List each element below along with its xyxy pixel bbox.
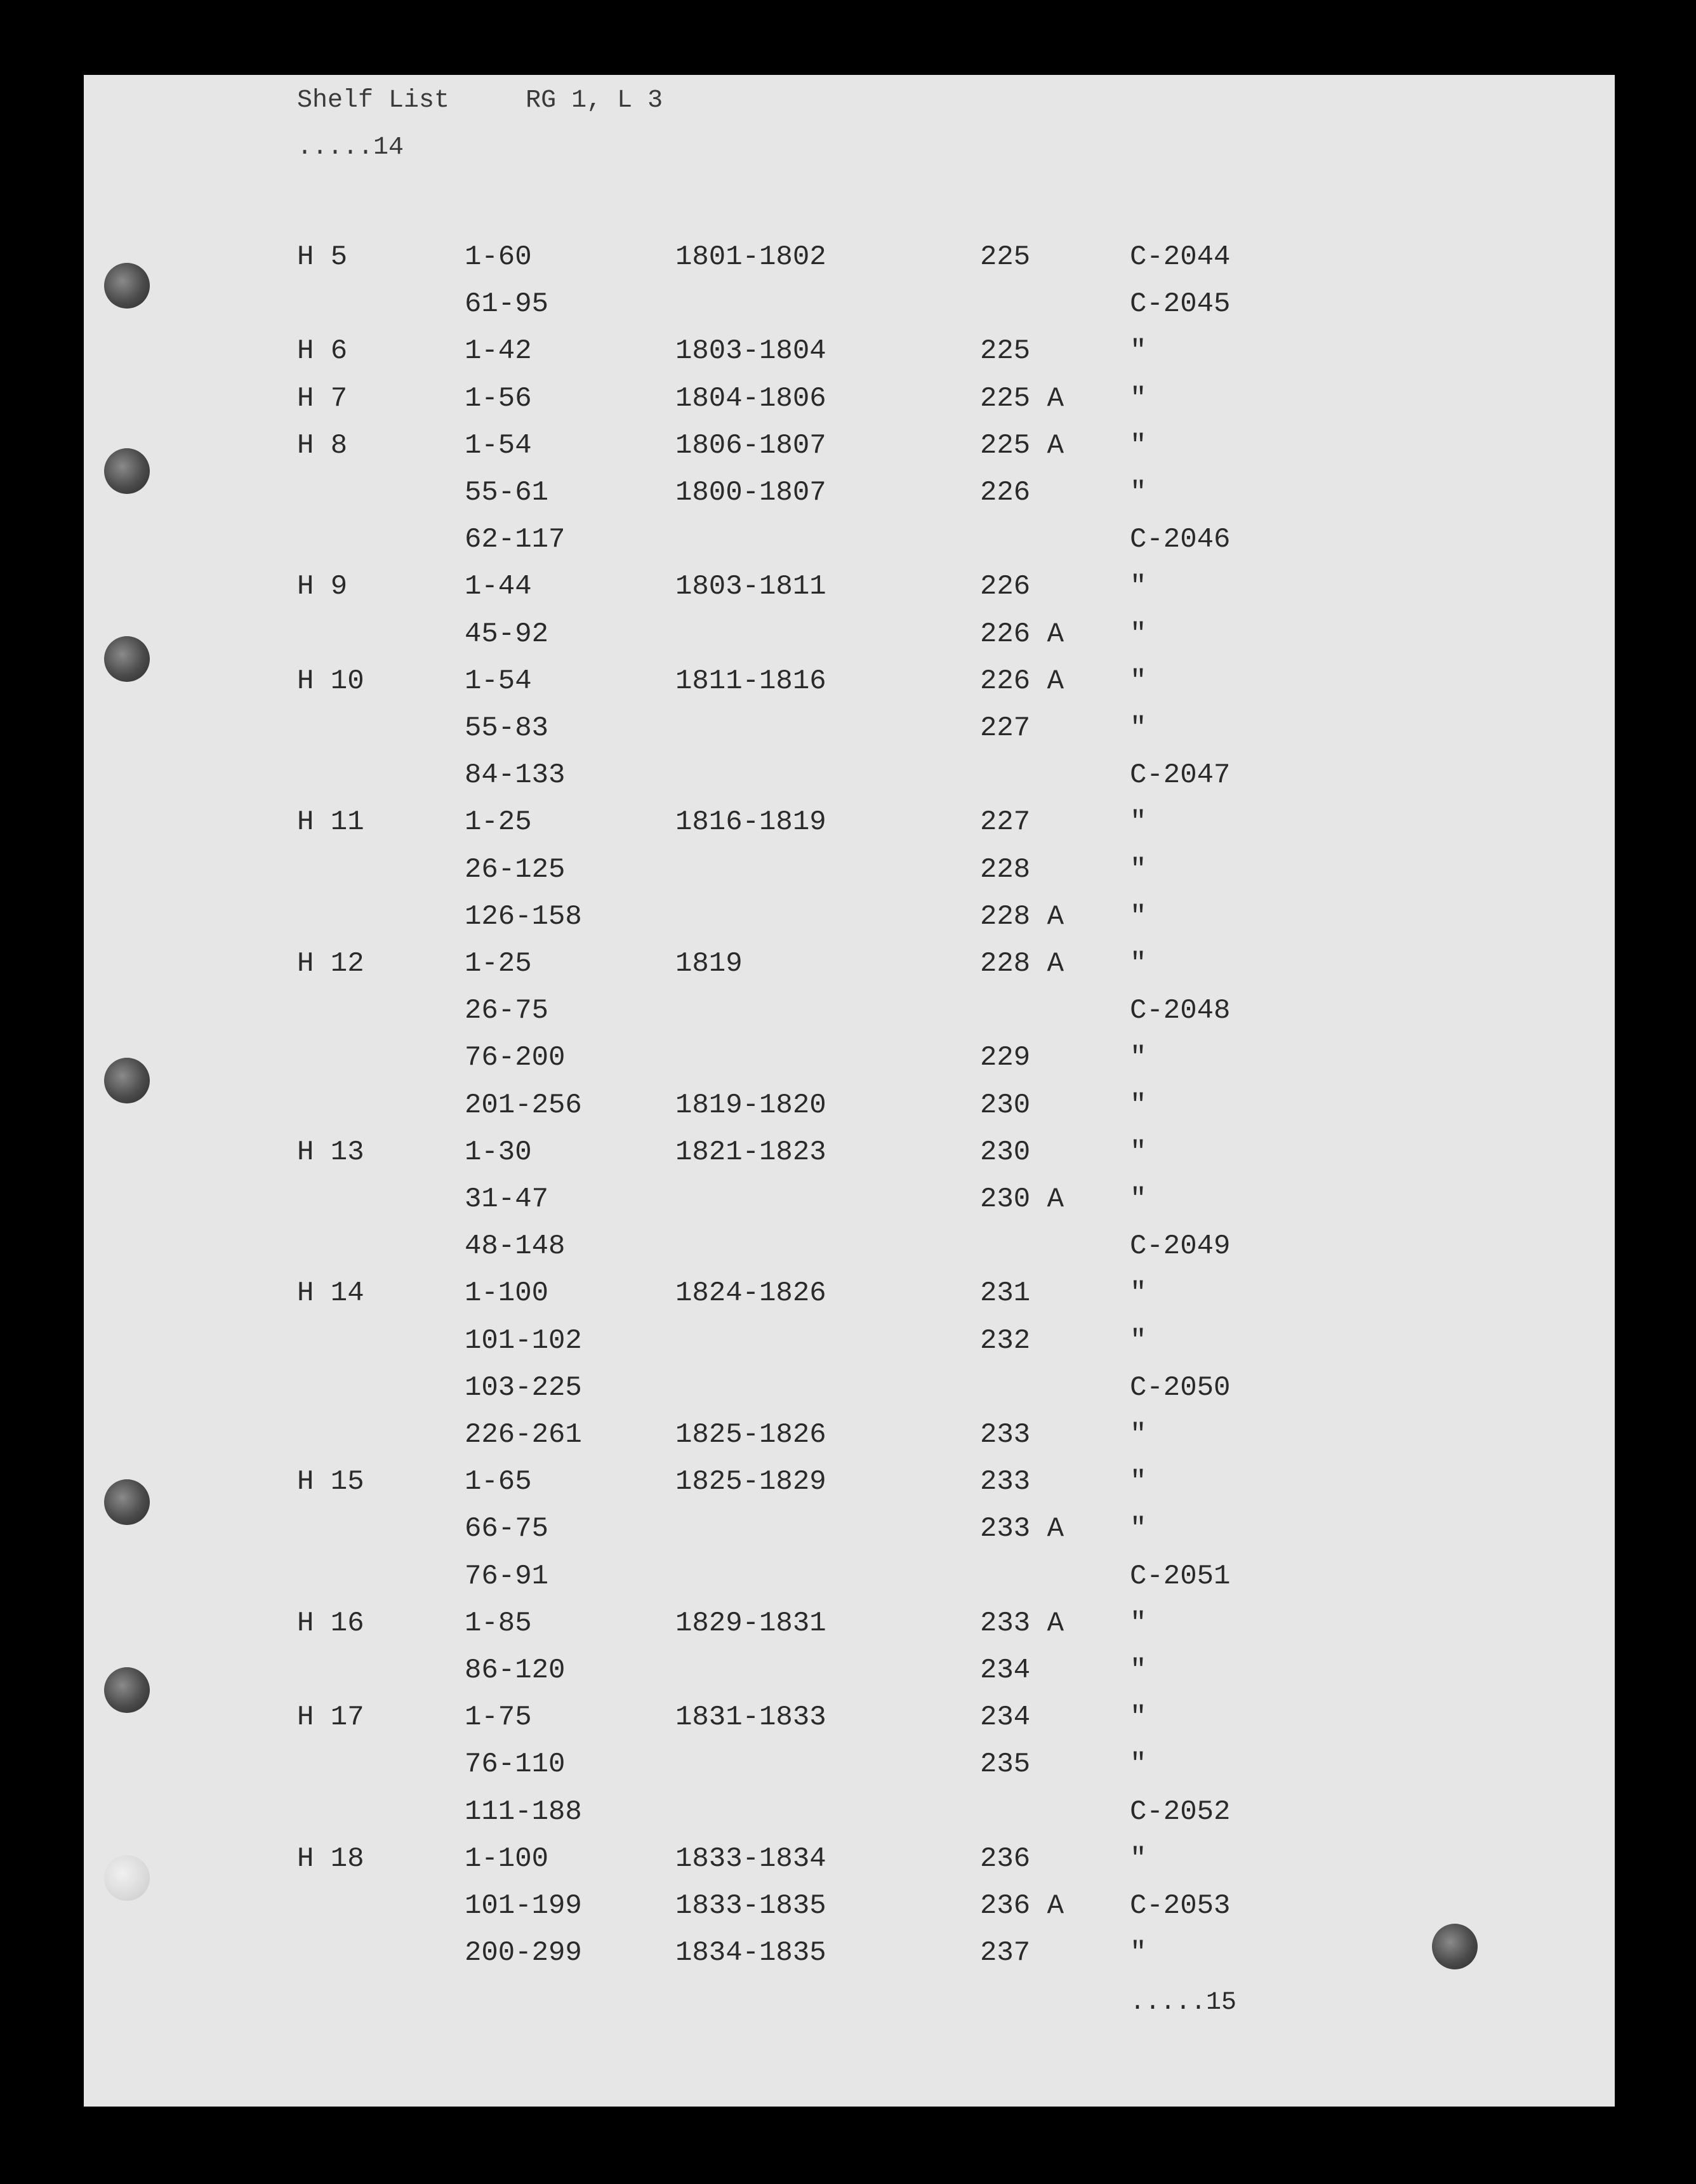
table-row — [84, 1843, 1615, 1885]
microfilm-reel: " — [1130, 383, 1147, 415]
table-row — [84, 1937, 1615, 1979]
series-label: H 8 — [297, 430, 348, 462]
table-row — [84, 1042, 1615, 1084]
table-row — [84, 1748, 1615, 1790]
item-range: 103-225 — [465, 1372, 582, 1404]
microfilm-reel: " — [1130, 712, 1147, 744]
table-row — [84, 806, 1615, 848]
microfilm-reel: " — [1130, 477, 1147, 509]
table-row — [84, 383, 1615, 425]
date-range: 1803-1811 — [675, 571, 826, 603]
item-range: 1-75 — [465, 1701, 532, 1733]
box-number: 232 — [980, 1325, 1031, 1357]
series-label: H 11 — [297, 806, 364, 838]
item-range: 1-56 — [465, 383, 532, 415]
box-number: 236 — [980, 1843, 1031, 1875]
item-range: 1-65 — [465, 1466, 532, 1498]
date-range: 1816-1819 — [675, 806, 826, 838]
box-number: 234 — [980, 1701, 1031, 1733]
microfilm-reel: " — [1130, 1089, 1147, 1121]
item-range: 1-25 — [465, 948, 532, 980]
item-range: 45-92 — [465, 618, 549, 650]
table-row — [84, 430, 1615, 472]
box-number: 225 — [980, 241, 1031, 273]
microfilm-reel: " — [1130, 1136, 1147, 1168]
box-number: 235 — [980, 1748, 1031, 1780]
series-label: H 7 — [297, 383, 348, 415]
table-row — [84, 1513, 1615, 1555]
table-row — [84, 335, 1615, 377]
microfilm-reel: " — [1130, 665, 1147, 697]
table-row — [84, 618, 1615, 660]
item-range: 1-54 — [465, 430, 532, 462]
box-number: 228 A — [980, 948, 1064, 980]
table-row — [84, 901, 1615, 943]
series-label: H 17 — [297, 1701, 364, 1733]
date-range: 1804-1806 — [675, 383, 826, 415]
item-range: 111-188 — [465, 1796, 582, 1828]
microfilm-reel: C-2050 — [1130, 1372, 1231, 1404]
item-range: 200-299 — [465, 1937, 582, 1969]
document-page — [84, 75, 1615, 2107]
microfilm-reel: C-2046 — [1130, 524, 1231, 556]
item-range: 101-102 — [465, 1325, 582, 1357]
table-row — [84, 1136, 1615, 1178]
table-row — [84, 1372, 1615, 1414]
table-row — [84, 948, 1615, 990]
microfilm-reel: " — [1130, 1701, 1147, 1733]
box-number: 231 — [980, 1277, 1031, 1309]
microfilm-reel: " — [1130, 335, 1147, 367]
item-range: 66-75 — [465, 1513, 549, 1545]
item-range: 26-75 — [465, 995, 549, 1027]
series-label: H 12 — [297, 948, 364, 980]
item-range: 1-85 — [465, 1608, 532, 1639]
item-range: 1-42 — [465, 335, 532, 367]
date-range: 1819-1820 — [675, 1089, 826, 1121]
microfilm-reel: " — [1130, 1843, 1147, 1875]
date-range: 1825-1826 — [675, 1419, 826, 1451]
microfilm-reel: " — [1130, 1937, 1147, 1969]
microfilm-reel: C-2048 — [1130, 995, 1231, 1027]
box-number: 233 — [980, 1419, 1031, 1451]
microfilm-reel: " — [1130, 618, 1147, 650]
date-range: 1831-1833 — [675, 1701, 826, 1733]
box-number: 225 A — [980, 430, 1064, 462]
table-row — [84, 1466, 1615, 1508]
box-number: 233 — [980, 1466, 1031, 1498]
table-row — [84, 1089, 1615, 1131]
microfilm-reel: C-2049 — [1130, 1230, 1231, 1262]
microfilm-reel: " — [1130, 571, 1147, 603]
series-label: H 6 — [297, 335, 348, 367]
item-range: 1-30 — [465, 1136, 532, 1168]
item-range: 226-261 — [465, 1419, 582, 1451]
microfilm-reel: " — [1130, 1325, 1147, 1357]
item-range: 1-100 — [465, 1843, 549, 1875]
box-number: 225 A — [980, 383, 1064, 415]
table-row — [84, 995, 1615, 1037]
microfilm-reel: " — [1130, 1183, 1147, 1215]
previous-page-ref: .....14 — [297, 133, 404, 162]
microfilm-reel: " — [1130, 854, 1147, 886]
item-range: 55-61 — [465, 477, 549, 509]
table-row — [84, 854, 1615, 896]
microfilm-reel: C-2047 — [1130, 759, 1231, 791]
series-label: H 14 — [297, 1277, 364, 1309]
box-number: 229 — [980, 1042, 1031, 1074]
box-number: 226 — [980, 571, 1031, 603]
box-number: 237 — [980, 1937, 1031, 1969]
box-number: 228 A — [980, 901, 1064, 933]
microfilm-reel: C-2044 — [1130, 241, 1231, 273]
item-range: 62-117 — [465, 524, 566, 556]
table-row — [84, 1183, 1615, 1225]
box-number: 227 — [980, 806, 1031, 838]
item-range: 61-95 — [465, 288, 549, 320]
table-row — [84, 1655, 1615, 1696]
table-row — [84, 1796, 1615, 1838]
date-range: 1801-1802 — [675, 241, 826, 273]
box-number: 228 — [980, 854, 1031, 886]
item-range: 1-100 — [465, 1277, 549, 1309]
date-range: 1824-1826 — [675, 1277, 826, 1309]
box-number: 236 A — [980, 1890, 1064, 1922]
table-row — [84, 1325, 1615, 1367]
microfilm-reel: " — [1130, 1608, 1147, 1639]
microfilm-reel: " — [1130, 1655, 1147, 1686]
microfilm-reel: C-2052 — [1130, 1796, 1231, 1828]
next-page-ref: .....15 — [1130, 1988, 1237, 2017]
date-range: 1829-1831 — [675, 1608, 826, 1639]
table-row — [84, 1230, 1615, 1272]
header-spacer — [449, 86, 526, 115]
series-label: H 9 — [297, 571, 348, 603]
date-range: 1811-1816 — [675, 665, 826, 697]
series-label: H 18 — [297, 1843, 364, 1875]
series-label: H 13 — [297, 1136, 364, 1168]
microfilm-reel: " — [1130, 1042, 1147, 1074]
document-header — [297, 86, 663, 115]
microfilm-reel: C-2053 — [1130, 1890, 1231, 1922]
microfilm-reel: C-2045 — [1130, 288, 1231, 320]
date-range: 1821-1823 — [675, 1136, 826, 1168]
table-row — [84, 1277, 1615, 1319]
box-number: 234 — [980, 1655, 1031, 1686]
table-row — [84, 665, 1615, 707]
date-range: 1825-1829 — [675, 1466, 826, 1498]
table-row — [84, 1890, 1615, 1932]
table-row — [84, 1701, 1615, 1743]
box-number: 226 — [980, 477, 1031, 509]
table-row — [84, 571, 1615, 613]
item-range: 201-256 — [465, 1089, 582, 1121]
microfilm-reel: " — [1130, 1748, 1147, 1780]
date-range: 1833-1835 — [675, 1890, 826, 1922]
item-range: 31-47 — [465, 1183, 549, 1215]
box-number: 226 A — [980, 665, 1064, 697]
table-row — [84, 241, 1615, 283]
item-range: 86-120 — [465, 1655, 566, 1686]
item-range: 1-54 — [465, 665, 532, 697]
table-row — [84, 1561, 1615, 1602]
item-range: 1-44 — [465, 571, 532, 603]
microfilm-reel: " — [1130, 1277, 1147, 1309]
microfilm-reel: " — [1130, 901, 1147, 933]
date-range: 1833-1834 — [675, 1843, 826, 1875]
table-row — [84, 477, 1615, 519]
box-number: 230 — [980, 1136, 1031, 1168]
table-row — [84, 712, 1615, 754]
box-number: 233 A — [980, 1608, 1064, 1639]
date-range: 1806-1807 — [675, 430, 826, 462]
series-label: H 15 — [297, 1466, 364, 1498]
microfilm-reel: " — [1130, 1513, 1147, 1545]
box-number: 233 A — [980, 1513, 1064, 1545]
microfilm-reel: " — [1130, 430, 1147, 462]
item-range: 48-148 — [465, 1230, 566, 1262]
table-row — [84, 288, 1615, 330]
series-label: H 16 — [297, 1608, 364, 1639]
series-label: H 10 — [297, 665, 364, 697]
date-range: 1803-1804 — [675, 335, 826, 367]
box-number: 230 A — [980, 1183, 1064, 1215]
header-title: Shelf List — [297, 86, 450, 115]
item-range: 101-199 — [465, 1890, 582, 1922]
box-number: 226 A — [980, 618, 1064, 650]
box-number: 230 — [980, 1089, 1031, 1121]
date-range: 1800-1807 — [675, 477, 826, 509]
table-row — [84, 524, 1615, 566]
microfilm-reel: " — [1130, 948, 1147, 980]
microfilm-reel: " — [1130, 1466, 1147, 1498]
item-range: 55-83 — [465, 712, 549, 744]
microfilm-reel: C-2051 — [1130, 1561, 1231, 1592]
date-range: 1819 — [675, 948, 743, 980]
item-range: 84-133 — [465, 759, 566, 791]
item-range: 76-110 — [465, 1748, 566, 1780]
item-range: 126-158 — [465, 901, 582, 933]
microfilm-reel: " — [1130, 806, 1147, 838]
box-number: 225 — [980, 335, 1031, 367]
series-label: H 5 — [297, 241, 348, 273]
box-number: 227 — [980, 712, 1031, 744]
item-range: 76-91 — [465, 1561, 549, 1592]
date-range: 1834-1835 — [675, 1937, 826, 1969]
record-group: RG 1, L 3 — [526, 86, 663, 115]
table-row — [84, 1608, 1615, 1649]
item-range: 1-25 — [465, 806, 532, 838]
table-row — [84, 1419, 1615, 1461]
item-range: 76-200 — [465, 1042, 566, 1074]
microfilm-reel: " — [1130, 1419, 1147, 1451]
table-row — [84, 759, 1615, 801]
item-range: 1-60 — [465, 241, 532, 273]
item-range: 26-125 — [465, 854, 566, 886]
